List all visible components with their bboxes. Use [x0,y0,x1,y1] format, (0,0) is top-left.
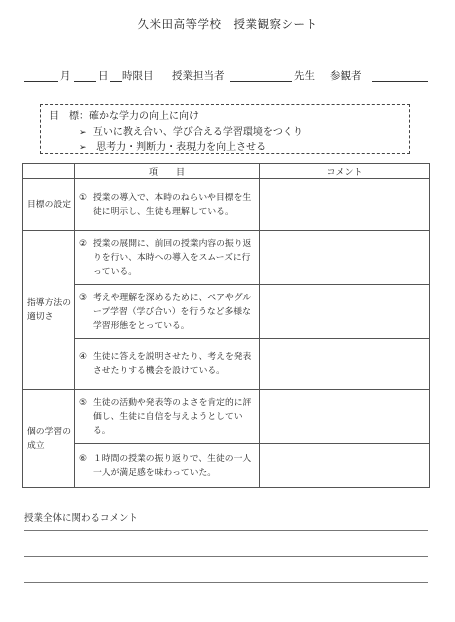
table-row [23,179,430,231]
item-number: ⑥ [79,453,87,464]
comment-cell[interactable] [260,390,430,444]
arrow-bullet-icon: ➢ [79,143,87,153]
item-text: 生徒の活動や発表等のよさを肯定的に評価し、生徒に自信を与えようとしている。 [93,397,252,436]
observation-table [22,163,430,488]
day-label: 日 [98,70,109,82]
table-row [23,231,430,285]
page-title: 久米田高等学校 授業観察シート [137,17,318,31]
goal-item-text: 互いに教え合い、学び合える学習環境をつくり [92,127,303,138]
item-number: ② [79,238,87,249]
comment-cell[interactable] [260,339,430,390]
item-cell [75,179,260,231]
item-number: ⑤ [79,397,87,408]
teacher-label: 授業担当者 [172,70,225,82]
category-label: 個の学習の [27,426,71,437]
goals-box [40,104,410,154]
comment-cell[interactable] [260,231,430,285]
day-blank[interactable] [74,81,96,82]
teacher-name-blank[interactable] [230,81,292,82]
overall-comment-line[interactable] [24,556,428,557]
observer-name-blank[interactable] [372,81,428,82]
comment-cell[interactable] [260,444,430,488]
item-cell [75,390,260,444]
overall-comment-line[interactable] [24,530,428,531]
observer-label: 参観者 [330,70,362,82]
comment-header: コメント [260,164,430,179]
item-cell [75,339,260,390]
overall-comment-line[interactable] [24,582,428,583]
header-info-line [24,68,428,84]
item-text: １時間の授業の振り返りで、生徒の一人一人が満足感を味わっていた。 [93,453,252,478]
item-text: 授業の導入で、本時のねらいや目標を生徒に明示し、生徒も理解している。 [93,192,252,217]
item-cell [75,231,260,285]
goal-item-2 [79,138,266,153]
period-label: 時限目 [122,70,154,82]
category-label: 適切さ [27,312,54,322]
comment-cell[interactable] [260,179,430,231]
item-header: 項 目 [75,164,260,179]
item-text: 生徒に答えを説明させたり、考えを発表させたりする機会を設けている。 [93,352,252,376]
category-cell [23,231,75,390]
goal-item-1 [79,123,303,138]
sensei-label: 先生 [294,70,315,82]
category-label: 目標の設定 [27,199,71,210]
item-text: 考えや理解を深めるために、ペアやグループ学習（学び合い）を行うなど多様な学習形態をとっている。 [93,292,252,331]
comment-cell[interactable] [260,285,430,339]
item-number: ③ [79,292,87,303]
category-label: 成立 [27,440,45,451]
month-label: 月 [60,70,71,82]
period-blank[interactable] [110,81,122,82]
table-row [23,339,430,390]
arrow-bullet-icon: ➢ [79,128,87,138]
table-row [23,285,430,339]
item-text: 授業の展開に、前回の授業内容の振り返りを行い、本時への導入をスムーズに行っている。 [93,238,252,277]
item-number: ④ [79,352,87,362]
goal-item-text: 思考力・判断力・表現力を向上させる [96,142,267,153]
item-number: ① [79,192,87,203]
category-header [23,164,75,179]
goals-heading: 目 標：確かな学力の向上に向け [49,111,199,122]
table-row [23,444,430,488]
month-blank[interactable] [24,81,58,82]
category-label: 指導方法の [27,298,71,308]
item-cell [75,285,260,339]
overall-comment-label: 授業全体に関わるコメント [24,513,139,524]
category-cell [23,390,75,488]
table-header-row [23,164,430,179]
item-cell [75,444,260,488]
table-row [23,390,430,444]
category-cell [23,179,75,231]
